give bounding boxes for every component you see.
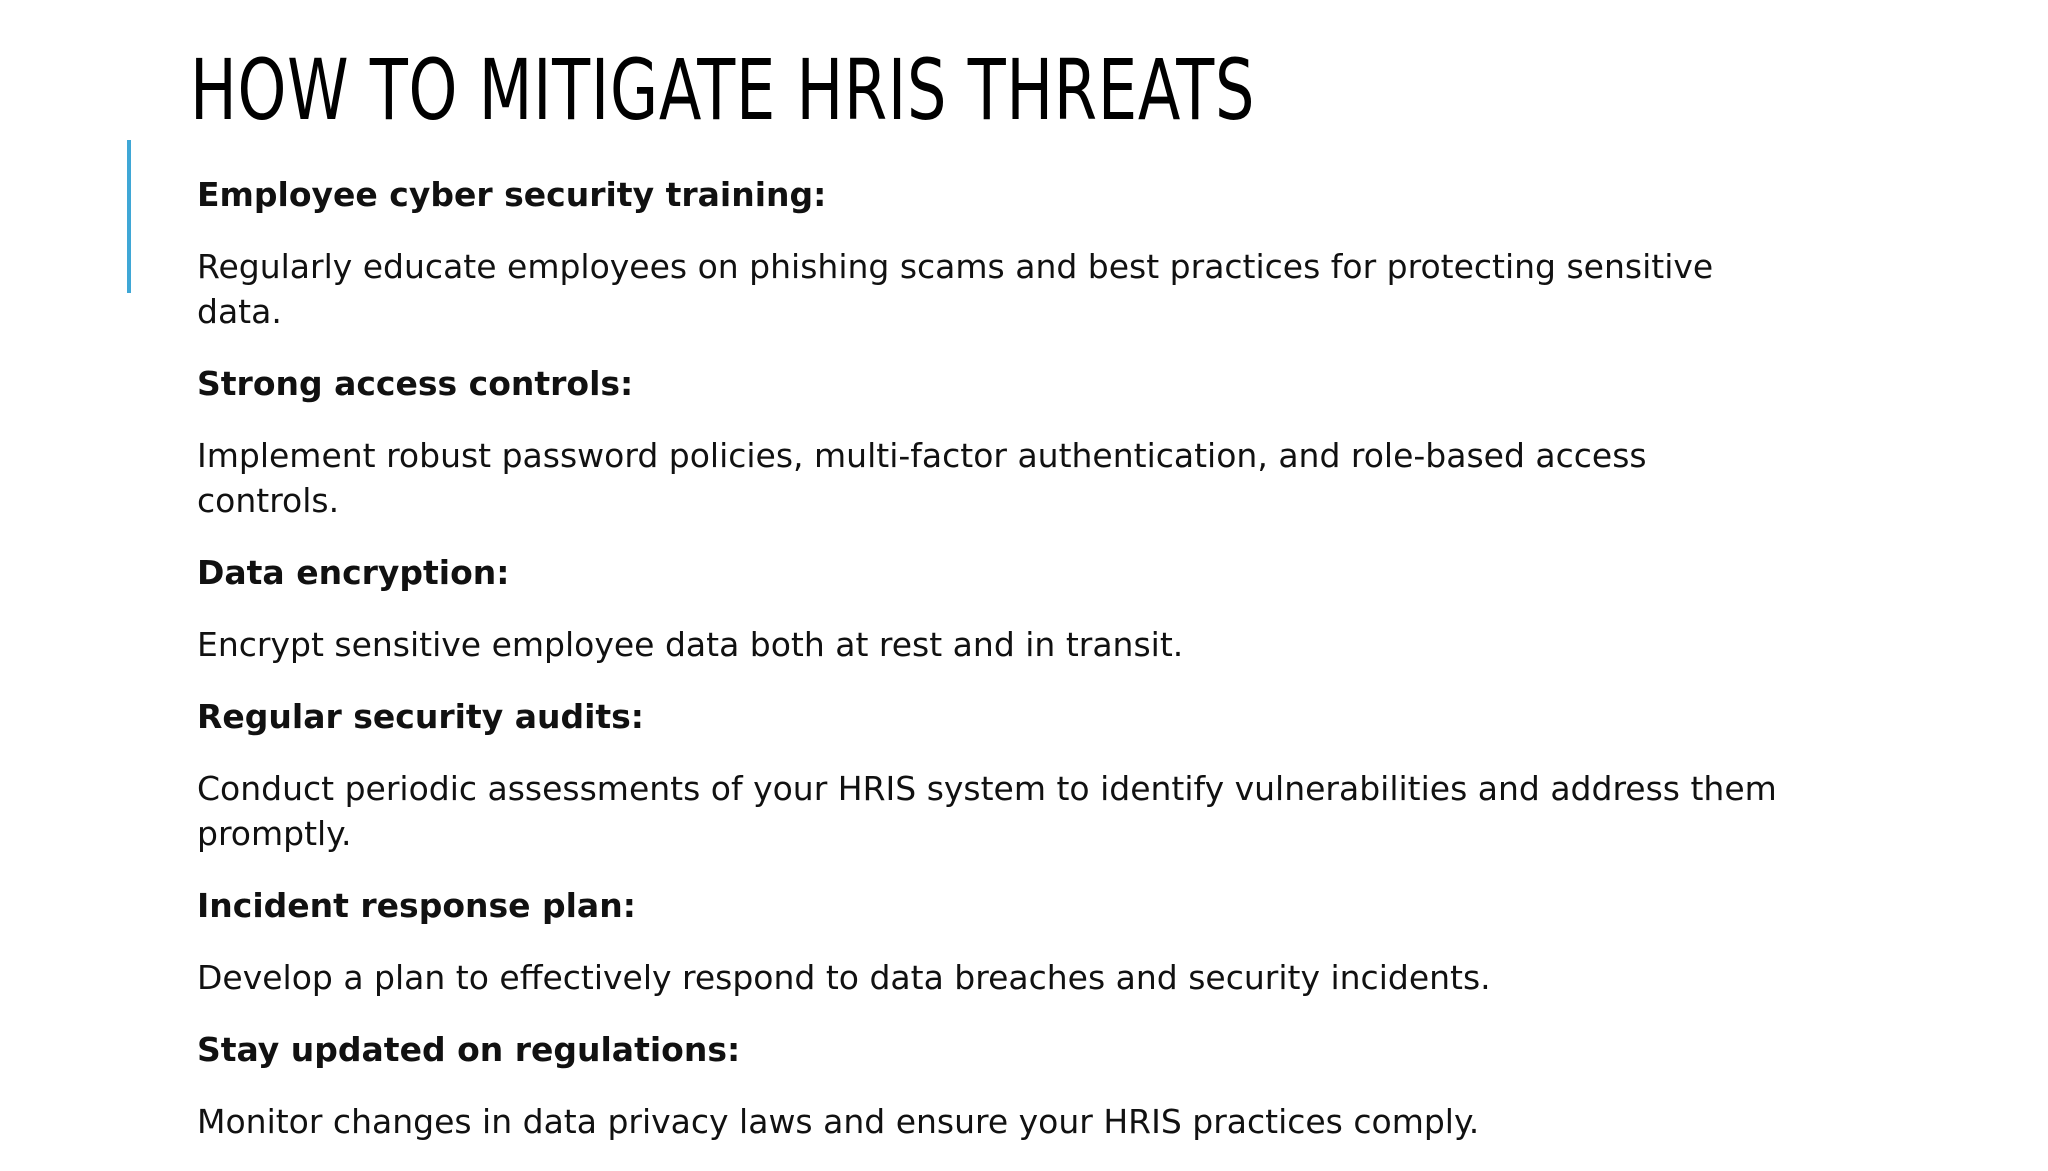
list-item: [197, 883, 1797, 1000]
list-item: [197, 1027, 1797, 1144]
item-heading: Regular security audits:: [197, 697, 644, 736]
slide-content: [197, 172, 1797, 1171]
accent-bar: [127, 140, 131, 293]
item-heading: Strong access controls:: [197, 364, 634, 403]
item-heading: Employee cyber security training:: [197, 175, 827, 214]
item-heading: Data encryption:: [197, 553, 510, 592]
item-heading: Incident response plan:: [197, 886, 636, 925]
list-item: [197, 550, 1797, 667]
slide-title: HOW TO MITIGATE HRIS THREATS: [190, 41, 1256, 139]
item-description: Develop a plan to effectively respond to data breaches and security incidents.: [197, 958, 1491, 997]
list-item: [197, 172, 1797, 334]
item-heading: Stay updated on regulations:: [197, 1030, 741, 1069]
item-description: Conduct periodic assessments of your HRIS system to identify vulnerabilities and address them promptly.: [197, 769, 1777, 853]
item-description: Implement robust password policies, multi-factor authentication, and role-based access controls.: [197, 436, 1647, 520]
item-description: Monitor changes in data privacy laws and ensure your HRIS practices comply.: [197, 1102, 1480, 1141]
list-item: [197, 361, 1797, 523]
item-description: Regularly educate employees on phishing scams and best practices for protecting sensitive data.: [197, 247, 1714, 331]
item-description: Encrypt sensitive employee data both at rest and in transit.: [197, 625, 1184, 664]
list-item: [197, 694, 1797, 856]
